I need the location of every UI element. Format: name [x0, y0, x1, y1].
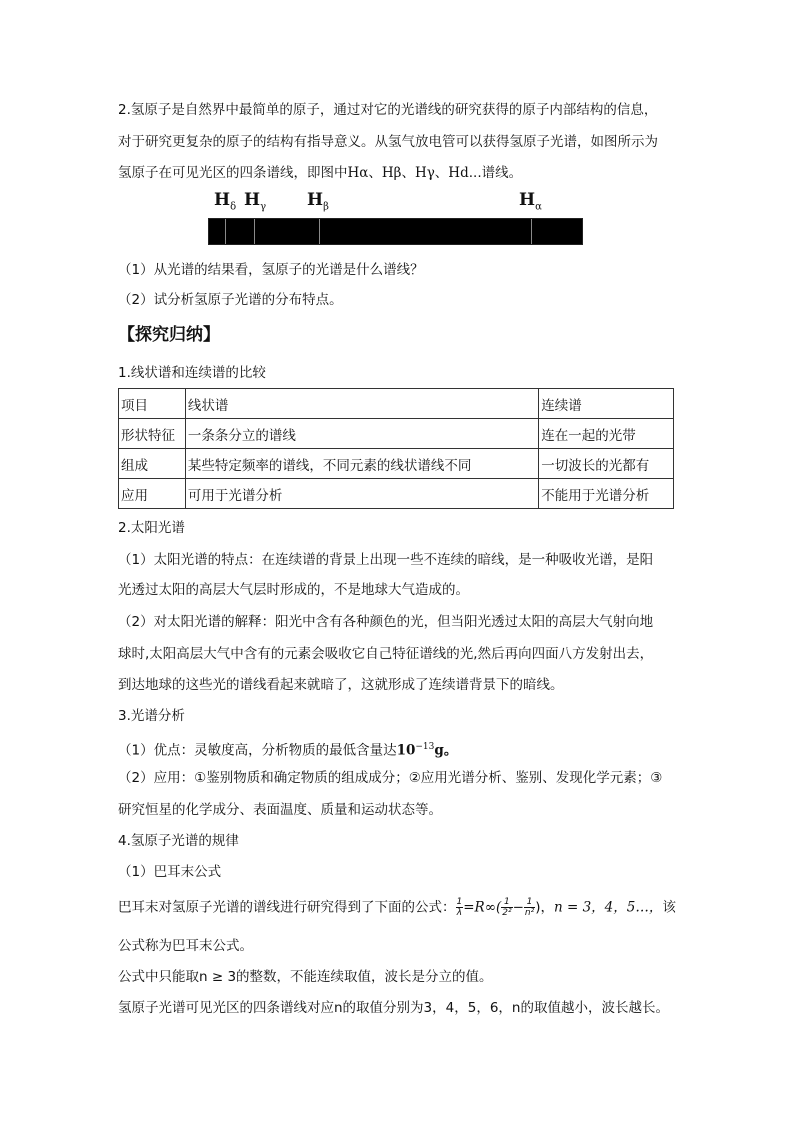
- table-cell: 连在一起的光带: [539, 419, 674, 449]
- balmer-formula-line: [118, 897, 678, 918]
- table-cell: 连续谱: [539, 389, 674, 419]
- label-h-delta-base: H: [214, 190, 231, 210]
- section-2-p2-line-2: 球时,太阳高层大气中含有的元素会吸收它自己特征谱线的光,然后再向四面八方发射出去，: [118, 646, 654, 662]
- label-h-alpha-sub: α: [535, 201, 542, 213]
- spectral-line-h-beta: [319, 219, 320, 244]
- table-row: [119, 479, 674, 509]
- section-3-p2-line-1: （2）应用：①鉴别物质和确定物质的组成成分；②应用光谱分析、鉴别、发现化学元素；③: [118, 770, 663, 786]
- label-h-gamma-base: H: [244, 190, 261, 210]
- section-2-p2-line-3: 到达地球的这些光的谱线看起来就暗了，这就形成了连续谱背景下的暗线。: [118, 677, 564, 693]
- section-2-title: 2.太阳光谱: [118, 520, 185, 536]
- question-1: （1）从光谱的结果看，氢原子的光谱是什么谱线？: [118, 262, 424, 278]
- formula-f2-num: 1: [524, 897, 535, 908]
- intro-line-3-symbols: Hα、Hβ、Hγ、Hd: [347, 165, 469, 181]
- section-4-line-3: 公式中只能取n ≥ 3的整数，不能连续取值，波长是分立的值。: [118, 969, 493, 985]
- spectrum-labels: [208, 190, 584, 216]
- label-h-delta-sub: δ: [230, 201, 237, 213]
- table-cell: 项目: [119, 389, 186, 419]
- section-3-p1-prefix: （1）优点：灵敏度高，分析物质的最低含量达: [118, 742, 397, 759]
- section-heading: 【探究归纳】: [118, 325, 220, 345]
- table-cell: 线状谱: [185, 389, 538, 419]
- table-cell: 某些特定频率的谱线，不同元素的线状谱线不同: [185, 449, 538, 479]
- label-h-alpha-base: H: [519, 190, 536, 210]
- section-2-p2-line-1: （2）对太阳光谱的解释：阳光中含有各种颜色的光，但当阳光透过太阳的高层大气射向地: [118, 614, 654, 630]
- intro-line-1: 2.氢原子是自然界中最简单的原子，通过对它的光谱线的研究获得的原子内部结构的信息，: [118, 102, 658, 118]
- formula-f1-num: 1: [501, 897, 512, 908]
- formula-rydberg: R∞(: [474, 899, 502, 916]
- section-3-p2-line-2: 研究恒星的化学成分、表面温度、质量和运动状态等。: [118, 802, 442, 818]
- formula-fraction-2: [524, 897, 535, 918]
- exponent-power: −13: [415, 742, 435, 752]
- intro-line-3-suffix: ...谱线。: [468, 165, 523, 181]
- table-cell: 应用: [119, 479, 186, 509]
- label-h-delta: [214, 190, 236, 212]
- section-2-p1-line-1: （1）太阳光谱的特点：在连续谱的背景上出现一些不连续的暗线，是一种吸收光谱，是阳: [118, 552, 654, 568]
- formula-lhs-num: 1: [456, 897, 463, 907]
- section-1-title: 1.线状谱和连续谱的比较: [118, 365, 266, 381]
- formula-lhs-den: λ: [456, 908, 463, 918]
- question-2: （2）试分析氢原子光谱的分布特点。: [118, 292, 343, 308]
- label-h-beta: [307, 190, 329, 212]
- section-2-p1-line-2: 光透过太阳的高层大气层时形成的，不是地球大气造成的。: [118, 582, 469, 598]
- table-cell: 形状特征: [119, 419, 186, 449]
- formula-equals: =: [463, 899, 475, 916]
- intro-line-2: 对于研究更复杂的原子的结构有指导意义。从氢气放电管可以获得氢原子光谱，如图所示为: [118, 134, 658, 150]
- label-h-alpha: [519, 190, 542, 212]
- spectral-line-h-delta: [225, 219, 226, 244]
- intro-line-3-prefix: 氢原子在可见光区的四条谱线，即图中: [118, 165, 348, 181]
- formula-fraction-1: [501, 897, 512, 918]
- exponent-base: 10: [396, 742, 416, 759]
- table-row: [119, 389, 674, 419]
- label-h-gamma: [244, 190, 266, 212]
- label-h-beta-base: H: [307, 190, 324, 210]
- table-cell: 一切波长的光都有: [539, 449, 674, 479]
- table-cell: 一条条分立的谱线: [185, 419, 538, 449]
- table-cell: 不能用于光谱分析: [539, 479, 674, 509]
- formula-f1-den: 2²: [502, 908, 512, 918]
- table-cell: 组成: [119, 449, 186, 479]
- label-h-beta-sub: β: [323, 201, 329, 213]
- section-4-line-4: 氢原子光谱可见光区的四条谱线对应n的取值分别为3，4，5，6，n的取值越小，波长越长。: [118, 1000, 669, 1016]
- formula-suffix: 该: [662, 899, 676, 916]
- label-h-gamma-sub: γ: [260, 201, 267, 213]
- section-3-p1: [118, 737, 678, 761]
- section-4-sub-1: （1）巴耳末公式: [118, 864, 222, 880]
- section-4-title: 4.氢原子光谱的规律: [118, 833, 239, 849]
- section-4-formula-name: 公式称为巴耳末公式。: [118, 938, 253, 954]
- section-3-title: 3.光谱分析: [118, 708, 185, 724]
- hydrogen-spectrum-image: [208, 218, 583, 245]
- table-row: [119, 449, 674, 479]
- formula-f2-den: n²: [524, 908, 535, 918]
- formula-n-values: n = 3，4，5…，: [553, 899, 663, 916]
- intro-line-3: [118, 163, 678, 183]
- spectral-line-h-alpha: [531, 219, 532, 244]
- spectral-line-h-gamma: [254, 219, 255, 244]
- unit-text: g。: [434, 742, 458, 759]
- comparison-table: [118, 388, 674, 509]
- table-cell: 可用于光谱分析: [185, 479, 538, 509]
- formula-prefix: 巴耳末对氢原子光谱的谱线进行研究得到了下面的公式：: [118, 899, 456, 916]
- table-row: [119, 419, 674, 449]
- formula-minus: −: [512, 899, 524, 916]
- formula-close: )，: [535, 899, 554, 916]
